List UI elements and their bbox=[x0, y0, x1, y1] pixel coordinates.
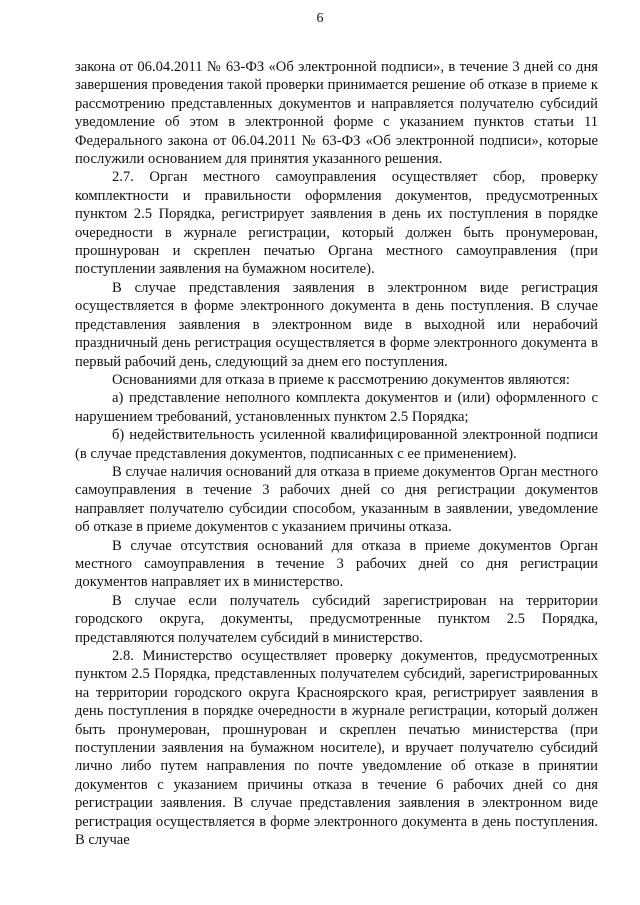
paragraph: В случае отсутствия оснований для отказа в приеме документов Орган местного самоуправления в течение 3 рабочих дней со дня регистрации документов направляет их в министерство. bbox=[75, 537, 598, 591]
paragraph: закона от 06.04.2011 № 63-ФЗ «Об электронной подписи», в течение 3 дней со дня завершения проведения такой проверки принимается решение об отказе в приеме к рассмотрению представленных документов и направляется получателю субсидий уведомление об этом в электронной форме с указанием пунктов статьи 11 Федерального закона от 06.04.2011 № 63-ФЗ «Об электронной подписи», которые послужили основанием для принятия указанного решения. bbox=[75, 59, 598, 168]
paragraph: В случае представления заявления в электронном виде регистрация осуществляется в форме электронного документа в день поступления. В случае представления заявления в электронном виде в выходной или нерабочий праздничный день регистрация осуществляется в форме электронного документа в первый рабочий день, следующий за днем его поступления. bbox=[75, 279, 598, 370]
page-number: 6 bbox=[316, 11, 324, 26]
paragraph: 2.8. Министерство осуществляет проверку документов, предусмотренных пунктом 2.5 Порядка, представленных получателем субсидий, зарегистрированных на территории городского округа Красноярского края, регистрирует заявления в день поступления в порядке очередности в журнале регистрации, который должен быть пронумерован, прошнурован и скреплен печатью министерства (при поступлении заявления на бумажном носителе), и вручает получателю субсидий лично либо путем направления по почте уведомление об отказе в принятии документов с указанием причины отказа в течение 6 рабочих дней со дня регистрации заявления. В случае представления заявления в электронном виде регистрация осуществляется в форме электронного документа в день поступления. В случае bbox=[75, 648, 598, 849]
paragraph: Основаниями для отказа в приеме к рассмотрению документов являются: bbox=[112, 371, 570, 388]
paragraph: В случае если получатель субсидий зарегистрирован на территории городского округа, документы, предусмотренные пунктом 2.5 Порядка, представляются получателем субсидий в министерство. bbox=[75, 592, 598, 646]
document-body bbox=[75, 58, 598, 849]
paragraph: а) представление неполного комплекта документов и (или) оформленного с нарушением требований, установленных пунктом 2.5 Порядка; bbox=[75, 390, 598, 425]
paragraph: 2.7. Орган местного самоуправления осуществляет сбор, проверку комплектности и правильности оформления документов, предусмотренных пунктом 2.5 Порядка, регистрирует заявления в день их поступления в порядке очередности в журнале регистрации, который должен быть пронумерован, прошнурован и скреплен печатью Органа местного самоуправления (при поступлении заявления на бумажном носителе). bbox=[75, 169, 598, 278]
paragraph: В случае наличия оснований для отказа в приеме документов Орган местного самоуправления в течение 3 рабочих дней со дня регистрации документов направляет получателю субсидии способом, указанным в заявлении, уведомление об отказе в приеме документов с указанием причины отказа. bbox=[75, 463, 598, 536]
paragraph: б) недействительность усиленной квалифицированной электронной подписи (в случае представления документов, подписанных с ее применением). bbox=[75, 427, 598, 462]
